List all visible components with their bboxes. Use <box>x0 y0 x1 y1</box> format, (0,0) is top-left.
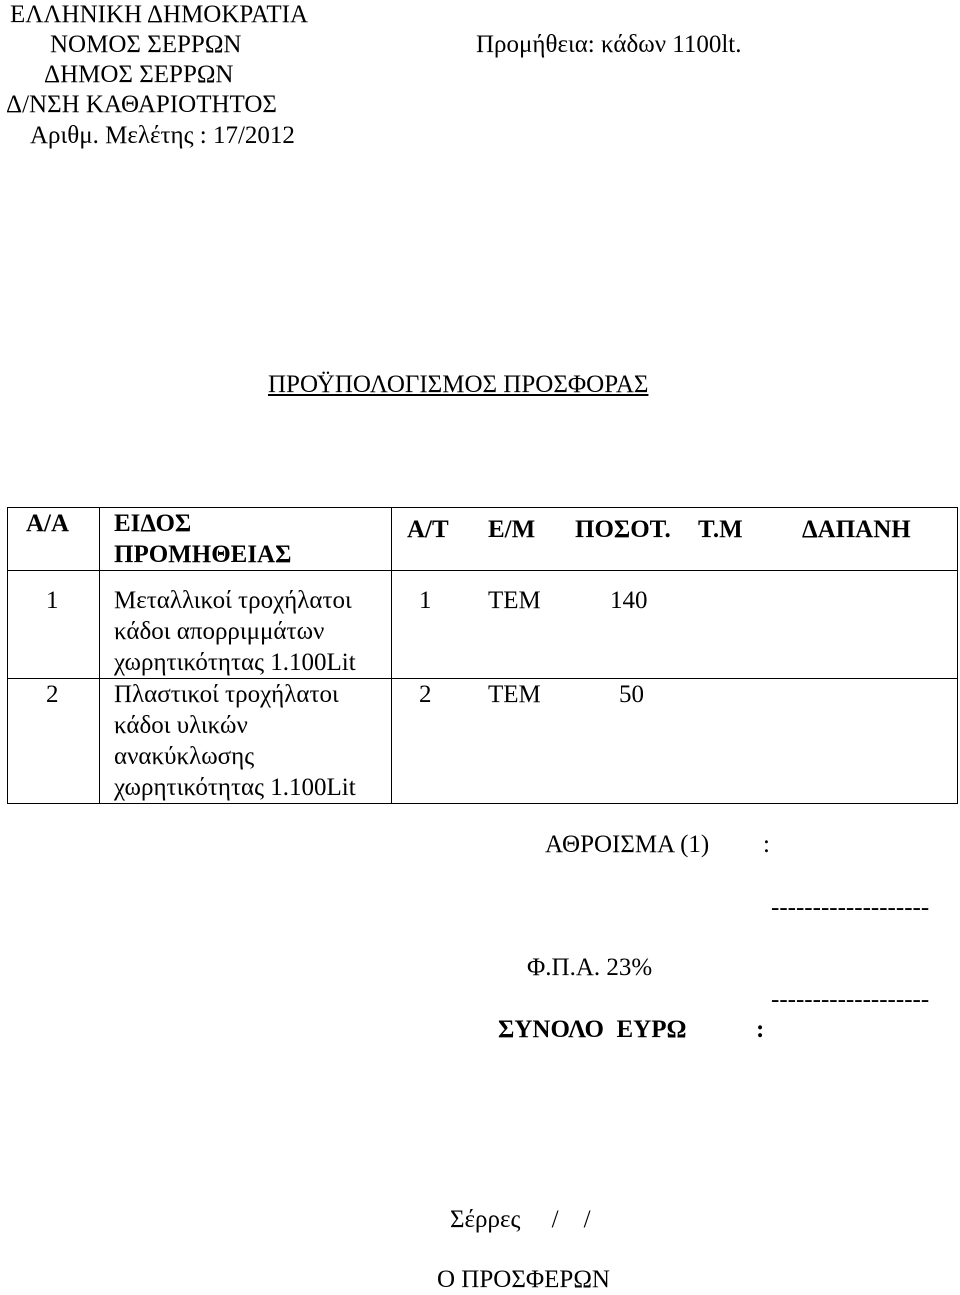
items-table <box>7 507 958 804</box>
header-municipality: ΔΗΜΟΣ ΣΕΡΡΩΝ <box>44 61 234 88</box>
table-row <box>8 571 958 679</box>
header-description <box>100 508 392 571</box>
sum-colon: : <box>763 831 770 858</box>
signer-label: Ο ΠΡΟΣΦΕΡΩΝ <box>437 1266 610 1293</box>
row2-qty: 50 <box>619 681 644 708</box>
row1-aa: 1 <box>8 571 100 679</box>
row1-desc-line2: κάδοι απορριμμάτων <box>114 618 325 645</box>
page-title: ΠΡΟΫΠΟΛΟΓΙΣΜΟΣ ΠΡΟΣΦΟΡΑΣ <box>268 371 649 398</box>
header-subject: Προμήθεια: κάδων 1100lt. <box>476 31 742 58</box>
place-date: Σέρρες / / <box>450 1206 591 1233</box>
header-rest <box>392 508 958 571</box>
row1-em: ΤΕΜ <box>488 587 541 614</box>
table-header-row <box>8 508 958 571</box>
row1-qty: 140 <box>610 587 648 614</box>
row1-desc-line1: Μεταλλικοί τροχήλατοι <box>114 587 352 614</box>
header-prefecture: ΝΟΜΟΣ ΣΕΡΡΩΝ <box>50 31 242 58</box>
sum-dashes: ------------------- <box>771 894 930 921</box>
header-description-line2: ΠΡΟΜΗΘΕΙΑΣ <box>114 541 292 568</box>
row1-description <box>100 571 392 679</box>
header-study-number: Αριθμ. Μελέτης : 17/2012 <box>30 122 295 149</box>
header-cost: ΔΑΠΑΝΗ <box>802 516 911 543</box>
row2-desc-line1: Πλαστικοί τροχήλατοι <box>114 681 339 708</box>
row2-desc-line3: ανακύκλωσης <box>114 743 255 770</box>
row1-at: 1 <box>419 587 432 614</box>
total-label: ΣΥΝΟΛΟ ΕΥΡΩ <box>498 1016 687 1043</box>
row2-desc-line2: κάδοι υλικών <box>114 712 248 739</box>
row2-description <box>100 679 392 804</box>
row2-at: 2 <box>419 681 432 708</box>
vat-label: Φ.Π.Α. 23% <box>527 954 653 981</box>
header-aa: Α/Α <box>8 508 100 571</box>
header-at: Α/Τ <box>407 516 449 543</box>
header-tm: Τ.Μ <box>698 516 743 543</box>
header-description-line1: ΕΙΔΟΣ <box>114 510 192 537</box>
row2-aa: 2 <box>8 679 100 804</box>
table-row <box>8 679 958 804</box>
vat-dashes: ------------------- <box>771 986 930 1013</box>
row2-desc-line4: χωρητικότητας 1.100Lit <box>114 774 356 801</box>
header-em: Ε/Μ <box>488 516 536 543</box>
row1-desc-line3: χωρητικότητας 1.100Lit <box>114 649 356 676</box>
header-department: Δ/ΝΣΗ ΚΑΘΑΡΙΟΤΗΤΟΣ <box>6 91 277 118</box>
total-colon: : <box>756 1016 765 1043</box>
row1-values <box>392 571 958 679</box>
row2-values <box>392 679 958 804</box>
row2-em: ΤΕΜ <box>488 681 541 708</box>
header-qty: ΠΟΣΟΤ. <box>575 516 671 543</box>
header-country: ΕΛΛΗΝΙΚΗ ΔΗΜΟΚΡΑΤΙΑ <box>10 1 308 28</box>
sum-label: ΑΘΡΟΙΣΜΑ (1) <box>545 831 710 858</box>
